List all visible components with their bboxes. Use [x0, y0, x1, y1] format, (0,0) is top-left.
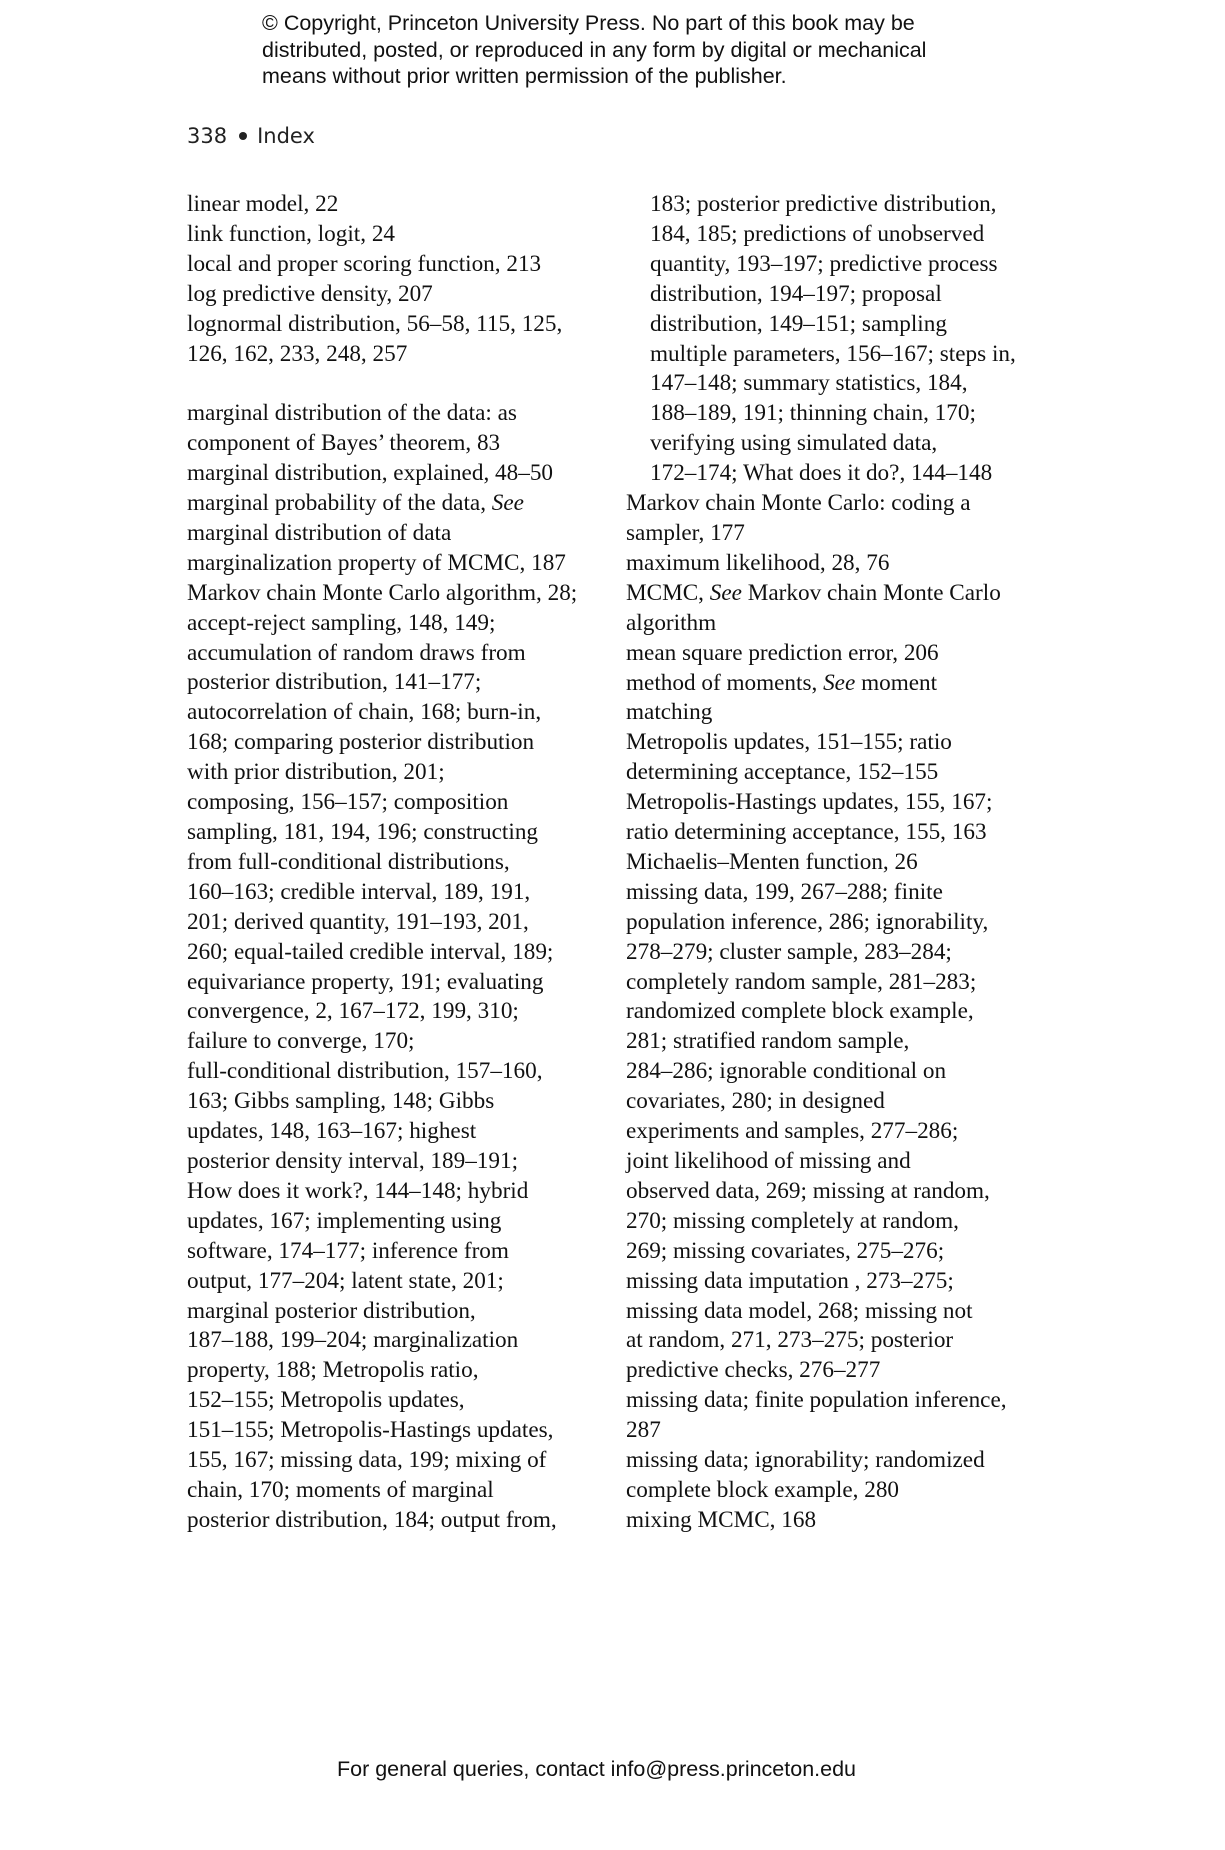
letter-group-gap — [187, 369, 627, 399]
index-entry-line: marginal distribution of data — [187, 519, 452, 546]
running-head — [187, 124, 315, 148]
index-entry-line: 284–286; ignorable conditional on — [626, 1058, 947, 1085]
index-entry-line: sampling, 181, 194, 196; constructing — [187, 819, 539, 846]
index-entry-line: maximum likelihood, 28, 76 — [626, 549, 890, 576]
index-entry-line: output, 177–204; latent state, 201; — [187, 1267, 504, 1294]
index-entry — [187, 579, 627, 1536]
copyright-line: means without prior written permission of the publisher. — [262, 64, 787, 88]
index-entry-line: marginal posterior distribution, — [187, 1297, 476, 1324]
index-entry-line: algorithm — [626, 609, 717, 636]
index-entry-line: 270; missing completely at random, — [626, 1207, 959, 1234]
index-entry-line: Markov chain Monte Carlo algorithm, 28; — [187, 579, 578, 606]
index-entry-line: local and proper scoring function, 213 — [187, 250, 542, 277]
index-entry-line: composing, 156–157; composition — [187, 789, 509, 816]
index-entry-line: Michaelis–Menten function, 26 — [626, 848, 918, 875]
index-entry-line: 278–279; cluster sample, 283–284; — [626, 938, 952, 965]
index-entry — [626, 669, 1066, 729]
index-entry — [187, 489, 627, 549]
index-entry-line: 160–163; credible interval, 189, 191, — [187, 878, 531, 905]
index-entry-line: observed data, 269; missing at random, — [626, 1177, 990, 1204]
index-entry — [626, 1446, 1066, 1506]
index-entry-line: chain, 170; moments of marginal — [187, 1476, 494, 1503]
index-column-right — [626, 190, 1066, 1536]
index-entry-line: quantity, 193–197; predictive process — [650, 250, 998, 277]
index-entry-line: predictive checks, 276–277 — [626, 1357, 881, 1384]
see-reference: See — [491, 490, 524, 517]
index-entry-continuation — [626, 190, 1066, 489]
index-entry-line: completely random sample, 281–283; — [626, 968, 977, 995]
index-entry-line: missing data imputation , 273–275; — [626, 1267, 954, 1294]
index-entry — [626, 489, 1066, 549]
index-entry-line: method of moments, See moment — [626, 669, 938, 696]
index-entry-line: 151–155; Metropolis-Hastings updates, — [187, 1417, 554, 1444]
footer-contact: For general queries, contact info@press.princeton.edu — [337, 1757, 857, 1781]
index-entry-line: complete block example, 280 — [626, 1476, 900, 1503]
index-entry-line: population inference, 286; ignorability, — [626, 908, 989, 935]
index-entry-line: 152–155; Metropolis updates, — [187, 1387, 465, 1414]
index-entry-line: link function, logit, 24 — [187, 220, 396, 247]
index-entry-line: multiple parameters, 156–167; steps in, — [650, 340, 1016, 367]
index-entry-line: missing data, 199, 267–288; finite — [626, 878, 943, 905]
index-entry — [626, 848, 1066, 878]
index-entry-line: marginalization property of MCMC, 187 — [187, 549, 566, 576]
index-entry — [626, 728, 1066, 788]
index-entry-line: posterior distribution, 141–177; — [187, 669, 482, 696]
index-entry-line: mean square prediction error, 206 — [626, 639, 939, 666]
index-entry — [626, 549, 1066, 579]
index-entry-line: failure to converge, 170; — [187, 1028, 415, 1055]
index-entry-line: convergence, 2, 167–172, 199, 310; — [187, 998, 519, 1025]
index-entry-line: posterior density interval, 189–191; — [187, 1147, 519, 1174]
index-entry — [187, 250, 627, 280]
index-entry — [626, 878, 1066, 1386]
index-entry-line: ratio determining acceptance, 155, 163 — [626, 819, 987, 846]
index-entry-line: marginal distribution, explained, 48–50 — [187, 460, 554, 487]
index-entry-line: from full-conditional distributions, — [187, 848, 510, 875]
index-entry-line: at random, 271, 273–275; posterior — [626, 1327, 954, 1354]
index-entry-line: distribution, 149–151; sampling — [650, 310, 947, 337]
index-entry-line: covariates, 280; in designed — [626, 1088, 885, 1115]
index-entry-line: lognormal distribution, 56–58, 115, 125, — [187, 310, 563, 337]
index-entry-line: Markov chain Monte Carlo: coding a — [626, 490, 971, 517]
index-entry-line: 168; comparing posterior distribution — [187, 729, 535, 756]
index-entry — [187, 459, 627, 489]
index-entry-line: equivariance property, 191; evaluating — [187, 968, 544, 995]
index-entry-line: linear model, 22 — [187, 191, 339, 217]
index-entry-line: with prior distribution, 201; — [187, 759, 445, 786]
bullet-separator — [239, 132, 247, 140]
index-entry-line: missing data model, 268; missing not — [626, 1297, 973, 1324]
index-entry — [626, 788, 1066, 848]
section-title: Index — [257, 124, 315, 148]
index-entry-line: MCMC, See Markov chain Monte Carlo — [626, 579, 1001, 606]
page-number: 338 — [187, 124, 228, 148]
index-entry-line: software, 174–177; inference from — [187, 1237, 509, 1264]
index-entry — [626, 1386, 1066, 1446]
index-entry — [187, 220, 627, 250]
index-entry-line: missing data; finite population inference, — [626, 1387, 1007, 1414]
index-column-left — [187, 190, 627, 1536]
index-entry-line: marginal probability of the data, See — [187, 490, 524, 517]
index-entry — [626, 639, 1066, 669]
index-entry-line: posterior distribution, 184; output from, — [187, 1506, 557, 1533]
index-entry-line: autocorrelation of chain, 168; burn-in, — [187, 699, 542, 726]
index-entry-line: 183; posterior predictive distribution, — [650, 191, 997, 217]
index-entry — [626, 579, 1066, 639]
see-reference: See — [823, 669, 856, 696]
copyright-line: distributed, posted, or reproduced in any form by digital or mechanical — [262, 37, 927, 62]
index-entry-line: 269; missing covariates, 275–276; — [626, 1237, 945, 1264]
index-entry-line: 287 — [626, 1417, 661, 1444]
index-entry-line: full-conditional distribution, 157–160, — [187, 1058, 543, 1085]
index-entry-line: mixing MCMC, 168 — [626, 1506, 817, 1533]
index-entry-line: joint likelihood of missing and — [626, 1148, 911, 1174]
index-entry-line: 172–174; What does it do?, 144–148 — [650, 460, 993, 487]
index-entry-line: 155, 167; missing data, 199; mixing of — [187, 1447, 547, 1474]
index-entry-line: determining acceptance, 152–155 — [626, 759, 939, 786]
index-entry-line: accumulation of random draws from — [187, 639, 526, 666]
index-entry-line: 201; derived quantity, 191–193, 201, — [187, 908, 529, 935]
index-entry-line: Metropolis-Hastings updates, 155, 167; — [626, 789, 993, 816]
index-entry-line: log predictive density, 207 — [187, 280, 433, 307]
index-entry-line: distribution, 194–197; proposal — [650, 280, 942, 307]
index-entry-line: component of Bayes’ theorem, 83 — [187, 430, 501, 457]
index-entry-line: sampler, 177 — [626, 519, 745, 546]
index-entry-line: verifying using simulated data, — [650, 430, 938, 457]
index-entry — [187, 280, 627, 310]
index-entry-line: 260; equal-tailed credible interval, 189; — [187, 938, 554, 965]
index-entry-line: 184, 185; predictions of unobserved — [650, 220, 985, 247]
index-entry-line: 188–189, 191; thinning chain, 170; — [650, 400, 976, 427]
index-entry — [187, 399, 627, 459]
see-reference: See — [709, 579, 742, 606]
index-entry-line: 187–188, 199–204; marginalization — [187, 1327, 519, 1354]
copyright-line: © Copyright, Princeton University Press. No part of this book may be — [262, 11, 915, 35]
index-entry-line: experiments and samples, 277–286; — [626, 1118, 959, 1145]
index-entry-line: updates, 167; implementing using — [187, 1207, 502, 1234]
index-entry-line: How does it work?, 144–148; hybrid — [187, 1177, 529, 1204]
index-entry — [626, 1506, 1066, 1536]
index-entry-line: 147–148; summary statistics, 184, — [650, 370, 968, 397]
index-entry-line: accept-reject sampling, 148, 149; — [187, 609, 496, 636]
index-entry-line: property, 188; Metropolis ratio, — [187, 1357, 479, 1384]
index-entry-line: marginal distribution of the data: as — [187, 400, 517, 427]
index-entry-line: 126, 162, 233, 248, 257 — [187, 340, 408, 367]
index-entry-line: matching — [626, 699, 713, 726]
index-entry — [187, 310, 627, 370]
index-entry-line: 281; stratified random sample, — [626, 1028, 910, 1055]
index-entry — [187, 549, 627, 579]
index-entry-line: missing data; ignorability; randomized — [626, 1447, 985, 1474]
index-entry-line: randomized complete block example, — [626, 998, 974, 1025]
index-entry-line: 163; Gibbs sampling, 148; Gibbs — [187, 1088, 495, 1115]
index-entry-line: Metropolis updates, 151–155; ratio — [626, 729, 952, 756]
copyright-notice — [262, 10, 1022, 90]
index-entry — [187, 190, 627, 220]
index-entry-line: updates, 148, 163–167; highest — [187, 1118, 477, 1145]
